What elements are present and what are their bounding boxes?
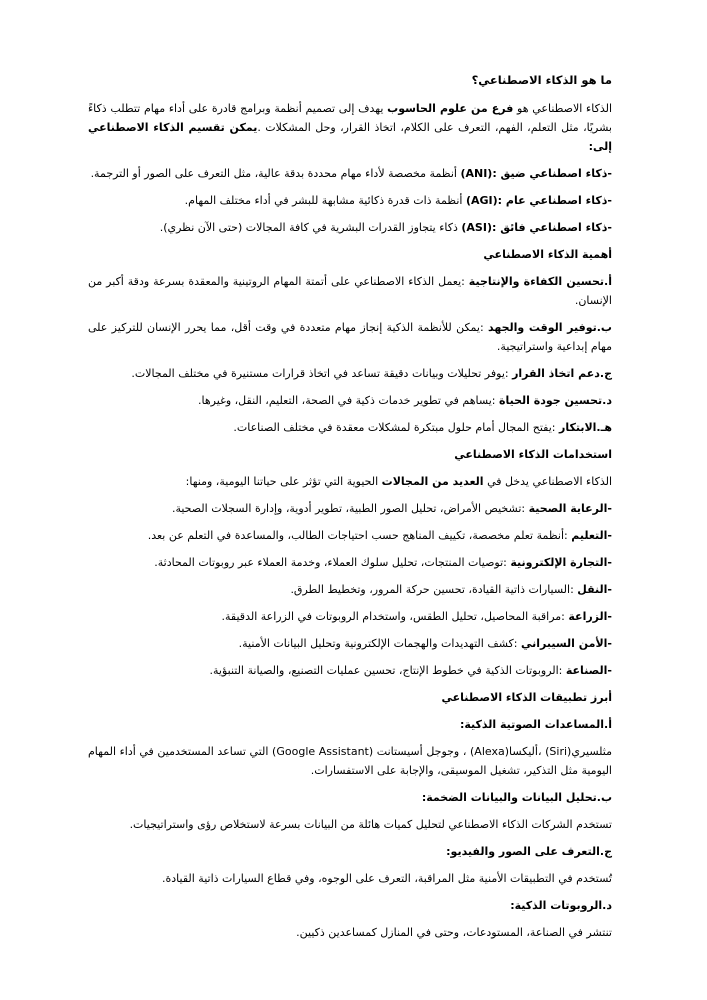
doc-paragraph	[88, 218, 612, 237]
section-heading	[88, 245, 612, 264]
doc-paragraph	[88, 472, 612, 491]
text-run: :يمكن للأنظمة الذكية إنجاز مهام متعددة في وقت أقل، مما يحرر الإنسان للتركيز على مهام إبداعية واستراتيجية.	[88, 321, 612, 353]
doc-paragraph	[88, 526, 612, 545]
text-run: :يعمل الذكاء الاصطناعي على أتمتة المهام الروتينية والمعقدة بسرعة ودقة أكبر من الإنسان.	[88, 275, 612, 307]
doc-paragraph	[88, 418, 612, 437]
doc-paragraph	[88, 318, 612, 356]
doc-paragraph	[88, 499, 612, 518]
text-run: -النقل	[577, 583, 612, 596]
text-run: -الزراعة	[568, 610, 612, 623]
section-heading	[88, 445, 612, 464]
text-run: أهمية الذكاء الاصطناعي	[483, 248, 612, 261]
text-run: -الأمن السيبراني	[520, 637, 612, 650]
doc-paragraph	[88, 391, 612, 410]
text-run: -ذكاء اصطناعي ضيق :(ANI)	[460, 167, 612, 180]
text-run: الحيوية التي تؤثر على حياتنا اليومية، ومنها:	[185, 475, 382, 488]
text-run: -الصناعة	[565, 664, 612, 677]
text-run: ب.تحليل البيانات والبيانات الضخمة:	[421, 791, 612, 804]
doc-paragraph	[88, 364, 612, 383]
text-run: أ.المساعدات الصوتية الذكية:	[459, 718, 612, 731]
text-run: ج.دعم اتخاذ القرار	[512, 367, 612, 380]
text-run: الذكاء الاصطناعي هو	[513, 102, 613, 115]
text-run: يهدف إلى تصميم أنظمة وبرامج قادرة على أداء مهام تتطلب ذكاءً بشريًا، مثل التعلم، الفهم، التعرف على الكلام، اتخاذ القرار، وحل المشكلات .	[88, 102, 612, 134]
text-run: :أنظمة تعلم مخصصة، تكييف المناهج حسب احتياجات الطالب، والمساعدة في التعلم عن بعد.	[147, 529, 572, 542]
text-run: -ذكاء اصطناعي فائق :(ASI)	[461, 221, 612, 234]
text-run: :مراقبة المحاصيل، تحليل الطقس، واستخدام الروبوتات في الزراعة الدقيقة.	[221, 610, 569, 623]
text-run: تستخدم الشركات الذكاء الاصطناعي لتحليل كميات هائلة من البيانات بسرعة لاستخلاص رؤى واستراتيجيات.	[129, 818, 612, 831]
doc-paragraph	[88, 815, 612, 834]
text-run: ب.توفير الوقت والجهد	[487, 321, 612, 334]
doc-paragraph	[88, 634, 612, 653]
doc-paragraph	[88, 99, 612, 156]
text-run: أ.تحسين الكفاءة والإنتاجية	[468, 275, 612, 288]
document-body	[88, 99, 612, 942]
text-run: أبرز تطبيقات الذكاء الاصطناعي	[441, 691, 612, 704]
text-run: :الروبوتات الذكية في خطوط الإنتاج، تحسين عمليات التصنيع، والصيانة التنبؤية.	[209, 664, 566, 677]
doc-paragraph	[88, 164, 612, 183]
section-heading	[88, 788, 612, 807]
text-run: د.تحسين جودة الحياة	[498, 394, 612, 407]
text-run: :يوفر تحليلات وبيانات دقيقة تساعد في اتخاذ قرارات مستنيرة في مختلف المجالات.	[131, 367, 513, 380]
text-run: -التعليم	[571, 529, 612, 542]
doc-paragraph	[88, 869, 612, 888]
text-run: :توصيات المنتجات، تحليل سلوك العملاء، وخدمة العملاء عبر روبوتات المحادثة.	[154, 556, 511, 569]
doc-paragraph	[88, 923, 612, 942]
doc-paragraph	[88, 742, 612, 780]
doc-paragraph	[88, 191, 612, 210]
section-heading	[88, 715, 612, 734]
text-run: -التجارة الإلكترونية	[510, 556, 612, 569]
text-run: :يفتح المجال أمام حلول مبتكرة لمشكلات معقدة في مختلف الصناعات.	[233, 421, 559, 434]
text-run: :السيارات ذاتية القيادة، تحسين حركة المرور، وتخطيط الطرق.	[290, 583, 578, 596]
text-run: استخدامات الذكاء الاصطناعي	[454, 448, 612, 461]
text-run: ج.التعرف على الصور والفيديو:	[446, 845, 612, 858]
text-run: -ذكاء اصطناعي عام :(AGI)	[465, 194, 612, 207]
text-run: د.الروبوتات الذكية:	[510, 899, 612, 912]
doc-paragraph	[88, 661, 612, 680]
text-run: فرع من علوم الحاسوب	[387, 102, 514, 115]
text-run: أنظمة مخصصة لأداء مهام محددة بدقة عالية، مثل التعرف على الصور أو الترجمة.	[90, 167, 461, 180]
text-run: :يساهم في تطوير خدمات ذكية في الصحة، التعليم، النقل، وغيرها.	[198, 394, 499, 407]
text-run: -الرعاية الصحية	[528, 502, 612, 515]
doc-paragraph	[88, 272, 612, 310]
section-heading	[88, 842, 612, 861]
page-title: ما هو الذكاء الاصطناعي؟	[471, 73, 612, 87]
text-run: :تشخيص الأمراض، تحليل الصور الطبية، تطوير أدوية، وإدارة السجلات الصحية.	[171, 502, 529, 515]
text-run: الذكاء الاصطناعي يدخل في	[483, 475, 612, 488]
text-run: هـ.الابتكار	[558, 421, 612, 434]
text-run: يمكن تقسيم الذكاء الاصطناعي إلى:	[88, 121, 612, 153]
text-run: :كشف التهديدات والهجمات الإلكترونية وتحليل البيانات الأمنية.	[238, 637, 521, 650]
doc-paragraph	[88, 553, 612, 572]
text-run: العديد من المجالات	[381, 475, 484, 488]
text-run: أنظمة ذات قدرة ذكائية مشابهة للبشر في أداء مختلف المهام.	[184, 194, 466, 207]
text-run: ذكاء يتجاوز القدرات البشرية في كافة المجالات (حتى الآن نظري).	[159, 221, 462, 234]
section-heading	[88, 896, 612, 915]
text-run: مثلسيري(Siri) ،أليكسا(Alexa) ، وجوجل أسيستانت (Google Assistant) التي تساعد المستخدمين في أداء المهام اليومية مثل التذكير، تشغيل الموسيقى، والإجابة على الاستفسارات.	[88, 745, 613, 777]
section-heading	[88, 688, 612, 707]
text-run: تُستخدم في التطبيقات الأمنية مثل المراقبة، التعرف على الوجوه، وفي قطاع السيارات ذاتية القيادة.	[162, 872, 612, 885]
doc-paragraph	[88, 580, 612, 599]
doc-paragraph	[88, 607, 612, 626]
text-run: تنتشر في الصناعة، المستودعات، وحتى في المنازل كمساعدين ذكيين.	[296, 926, 612, 939]
